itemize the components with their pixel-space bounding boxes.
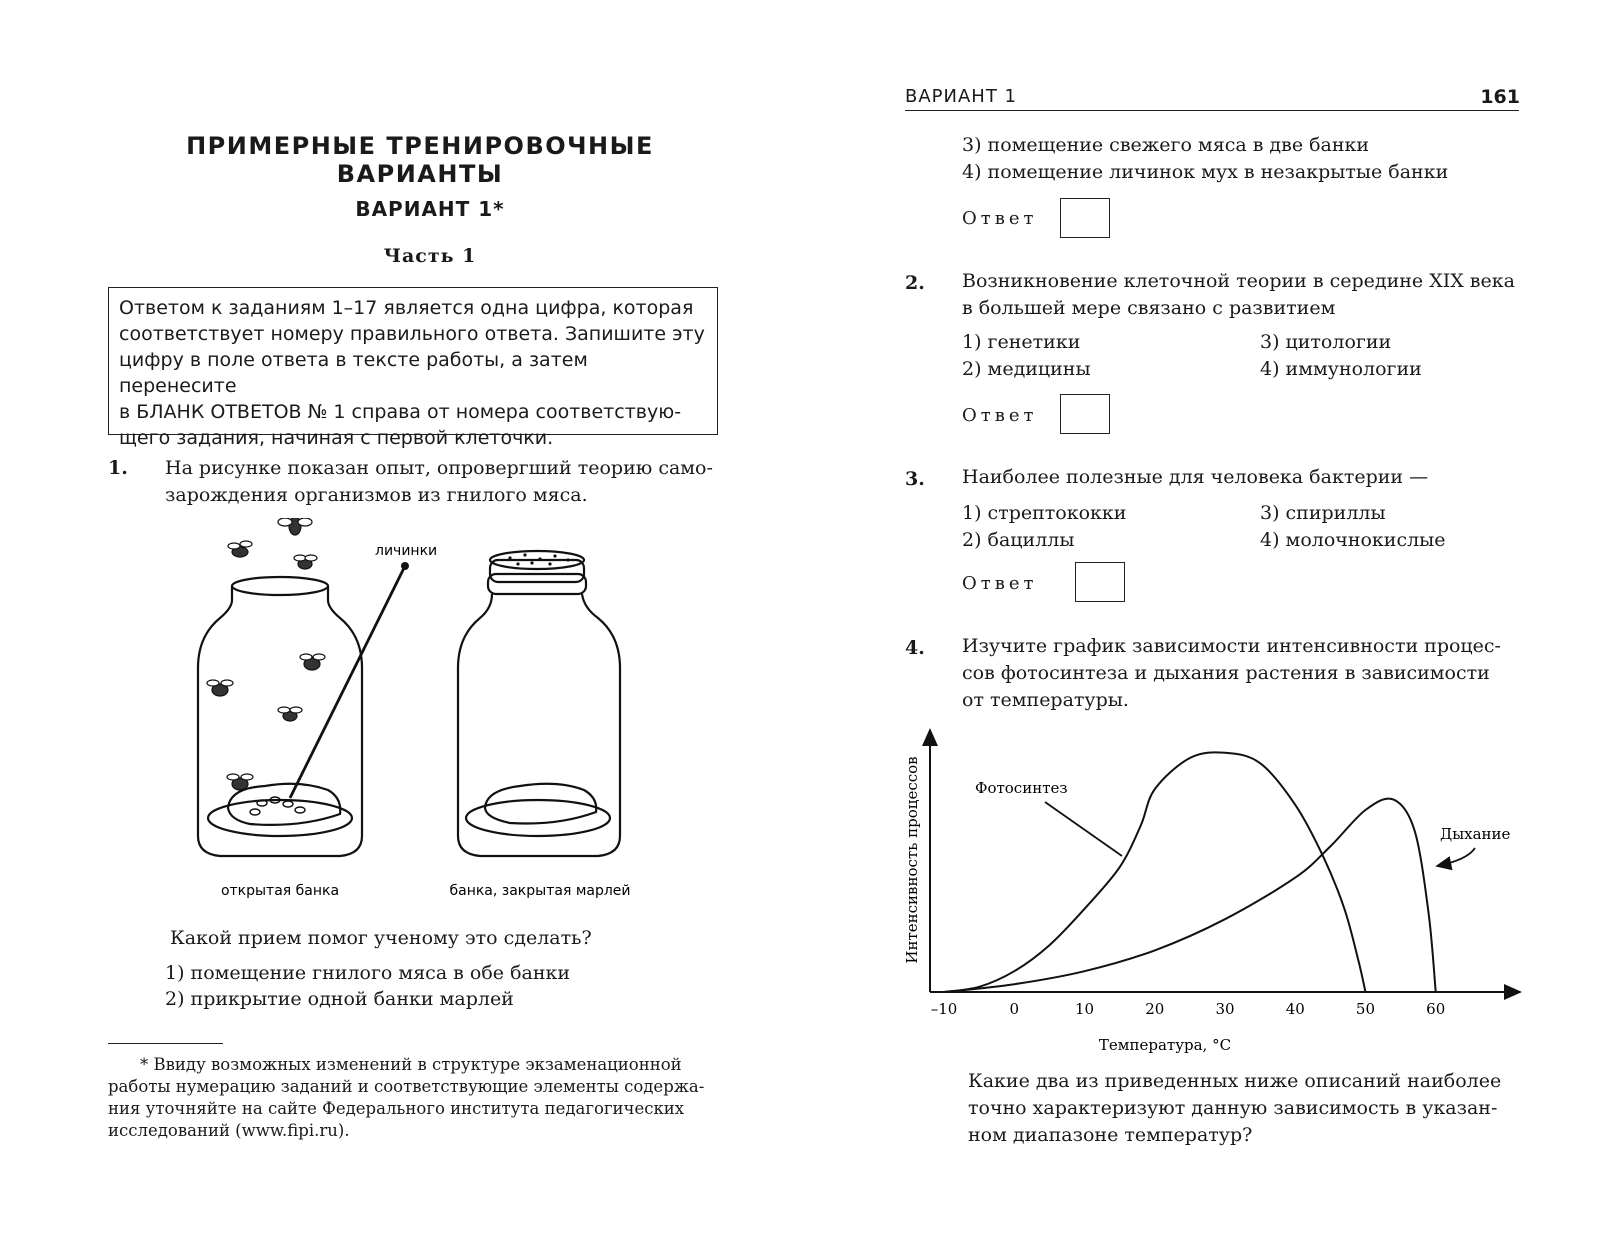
running-head: ВАРИАНТ 1: [905, 86, 1017, 107]
question-1-prompt: Какой прием помог ученому это сделать?: [170, 927, 592, 949]
question-3-text: Наиболее полезные для человека бактерии —: [962, 466, 1429, 488]
question-4-number: 4.: [905, 637, 925, 659]
x-tick-label: 20: [1145, 1000, 1165, 1018]
question-2-option: 3) цитологии: [1260, 331, 1392, 353]
fly-icon: [278, 518, 312, 535]
footnote-line: работы нумерацию заданий и соответствующие элементы содержа-: [108, 1077, 705, 1096]
question-1-text: [165, 455, 720, 509]
legend-respiration: Дыхание: [1440, 825, 1511, 843]
caption-closed-jar: банка, закрытая марлей: [449, 883, 631, 899]
question-2-option: 4) иммунологии: [1260, 358, 1422, 380]
question-3-number: 3.: [905, 468, 925, 490]
question-2-text: [962, 268, 1520, 322]
question-2-text-line: в большей мере связано с развитием: [962, 297, 1336, 319]
page-number: 161: [1480, 86, 1520, 108]
question-4-text-line: от температуры.: [962, 689, 1129, 711]
question-1-number: 1.: [108, 457, 128, 479]
answer-label: Ответ: [962, 573, 1038, 594]
footnote: [108, 1054, 720, 1142]
question-2-number: 2.: [905, 272, 925, 294]
x-tick-label: 40: [1285, 1000, 1305, 1018]
instruction-line: в БЛАНК ОТВЕТОВ № 1 справа от номера соответствую-: [119, 401, 682, 423]
question-4-prompt-line: ном диапазоне температур?: [968, 1124, 1253, 1146]
larvae-label: личинки: [375, 543, 438, 559]
question-2-option: 1) генетики: [962, 331, 1081, 353]
x-tick-label: –10: [930, 1000, 958, 1018]
instruction-box: [108, 287, 718, 449]
respiration-pointer: [1437, 848, 1475, 866]
legend-photosynthesis: Фотосинтез: [975, 779, 1068, 797]
fly-icon: [278, 707, 302, 721]
photosynthesis-respiration-chart: [895, 720, 1535, 1060]
question-3-option: 1) стрептококки: [962, 502, 1127, 524]
photosynthesis-pointer: [1045, 802, 1122, 856]
x-axis-label: Температура, °C: [1098, 1036, 1232, 1054]
question-3-option: 3) спириллы: [1260, 502, 1386, 524]
jar-experiment-figure: [180, 518, 650, 908]
caption-open-jar: открытая банка: [220, 883, 340, 899]
fly-icon: [207, 680, 233, 696]
question-4-prompt-line: Какие два из приведенных ниже описаний наиболее: [968, 1070, 1502, 1092]
x-tick-label: 30: [1215, 1000, 1235, 1018]
page-title: ПРИМЕРНЫЕ ТРЕНИРОВОЧНЫЕ ВАРИАНТЫ: [186, 132, 654, 188]
instruction-line: Ответом к заданиям 1–17 является одна цифра, которая: [119, 297, 694, 319]
footnote-line: * Ввиду возможных изменений в структуре экзаменационной: [140, 1055, 682, 1074]
x-tick-label: 0: [1009, 1000, 1020, 1018]
y-axis-label: Интенсивность процессов: [903, 756, 921, 964]
question-4-prompt-line: точно характеризуют данную зависимость в указан-: [968, 1097, 1498, 1119]
x-tick-label: 60: [1426, 1000, 1446, 1018]
question-4-text: [962, 633, 1520, 714]
answer-box-q2[interactable]: [1060, 394, 1110, 434]
answer-box-q1[interactable]: [1060, 198, 1110, 238]
x-tick-label: 50: [1355, 1000, 1376, 1018]
question-1-option: 3) помещение свежего мяса в две банки: [962, 134, 1370, 156]
x-tick-label: 10: [1074, 1000, 1095, 1018]
question-3-option: 2) бациллы: [962, 529, 1075, 551]
part-heading: Часть 1: [383, 245, 477, 267]
question-3-option: 4) молочнокислые: [1260, 529, 1446, 551]
question-1-option: 2) прикрытие одной банки марлей: [165, 988, 514, 1010]
variant-heading: ВАРИАНТ 1*: [355, 197, 505, 221]
question-1-text-line: На рисунке показан опыт, опровергший теорию само-: [165, 457, 713, 479]
answer-box-q3[interactable]: [1075, 562, 1125, 602]
fly-icon: [294, 555, 317, 569]
question-2-text-line: Возникновение клеточной теории в середине XIX века: [962, 270, 1515, 292]
question-2-option: 2) медицины: [962, 358, 1091, 380]
answer-label: Ответ: [962, 405, 1038, 426]
fly-icon: [228, 541, 252, 557]
respiration-curve: [944, 799, 1436, 992]
answer-label: Ответ: [962, 208, 1038, 229]
question-1-text-line: зарождения организмов из гнилого мяса.: [165, 484, 588, 506]
question-1-option: 4) помещение личинок мух в незакрытые банки: [962, 161, 1449, 183]
footnote-line: исследований (www.fipi.ru).: [108, 1121, 350, 1140]
question-4-text-line: Изучите график зависимости интенсивности процес-: [962, 635, 1501, 657]
instruction-line: цифру в поле ответа в тексте работы, а затем перенесите: [119, 349, 588, 397]
instruction-line: соответствует номеру правильного ответа. Запишите эту: [119, 323, 705, 345]
question-4-prompt: [968, 1068, 1520, 1149]
footnote-line: ния уточняйте на сайте Федерального института педагогических: [108, 1099, 685, 1118]
question-4-text-line: сов фотосинтеза и дыхания растения в зависимости: [962, 662, 1490, 684]
fly-icon: [300, 654, 325, 670]
instruction-line: щего задания, начиная с первой клеточки.: [119, 427, 554, 449]
question-1-option: 1) помещение гнилого мяса в обе банки: [165, 962, 571, 984]
header-rule: [905, 110, 1519, 111]
footnote-rule: [108, 1043, 223, 1044]
